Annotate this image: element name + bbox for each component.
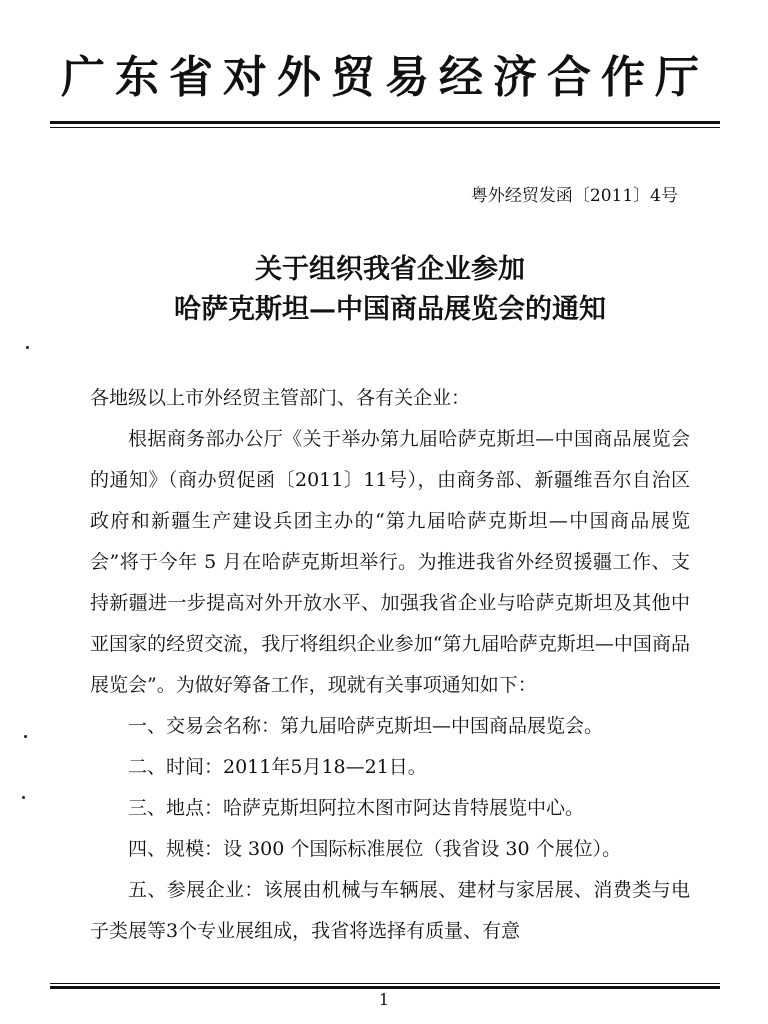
issuer-header: 广东省对外贸易经济合作厅: [61, 52, 709, 103]
salutation: 各地级以上市外经贸主管部门、各有关企业：: [90, 387, 471, 409]
scan-speck: [22, 796, 25, 799]
scan-speck: [26, 346, 29, 349]
list-item: 三、地点：哈萨克斯坦阿拉木图市阿达肯特展览中心。: [128, 797, 585, 819]
page-number: 1: [378, 990, 390, 1009]
list-item: 四、规模：设 300 个国际标准展位（我省设 30 个展位）。: [128, 838, 622, 860]
document-number: 粤外经贸发函〔2011〕4号: [470, 186, 678, 206]
list-item: 二、时间：2011年5月18—21日。: [128, 756, 427, 778]
scan-speck: [24, 735, 27, 738]
body-paragraph: 根据商务部办公厅《关于举办第九届哈萨克斯坦—中国商品展览会的通知》（商办贸促函〔2011〕11号），由商务部、新疆维吾尔自治区政府和新疆生产建设兵团主办的“第九届哈萨克斯坦—中国商品展览会”将于今年 5 月在哈萨克斯坦举行。为推进我省外经贸援疆工作、支持新疆进一步提高对外开放水平、加强我省企业与哈萨克斯坦及其他中亚国家的经贸交流，我厅将组织企业参加“第九届哈萨克斯坦—中国商品展览会”。为做好筹备工作，现就有关事项通知如下：: [90, 428, 690, 696]
document-title-line-2: 哈萨克斯坦—中国商品展览会的通知: [174, 294, 606, 325]
footer-rule-thick: [50, 986, 720, 989]
footer-rule-thin: [50, 983, 720, 984]
document-body: [90, 378, 690, 952]
list-item: 五、参展企业：该展由机械与车辆展、建材与家居展、消费类与电子类展等3个专业展组成，我省将选择有质量、有意: [90, 879, 690, 942]
header-rule-thin: [50, 127, 720, 128]
document-title-line-1: 关于组织我省企业参加: [255, 254, 525, 285]
header-rule-thick: [50, 121, 720, 124]
list-item: 一、交易会名称：第九届哈萨克斯坦—中国商品展览会。: [128, 715, 604, 737]
